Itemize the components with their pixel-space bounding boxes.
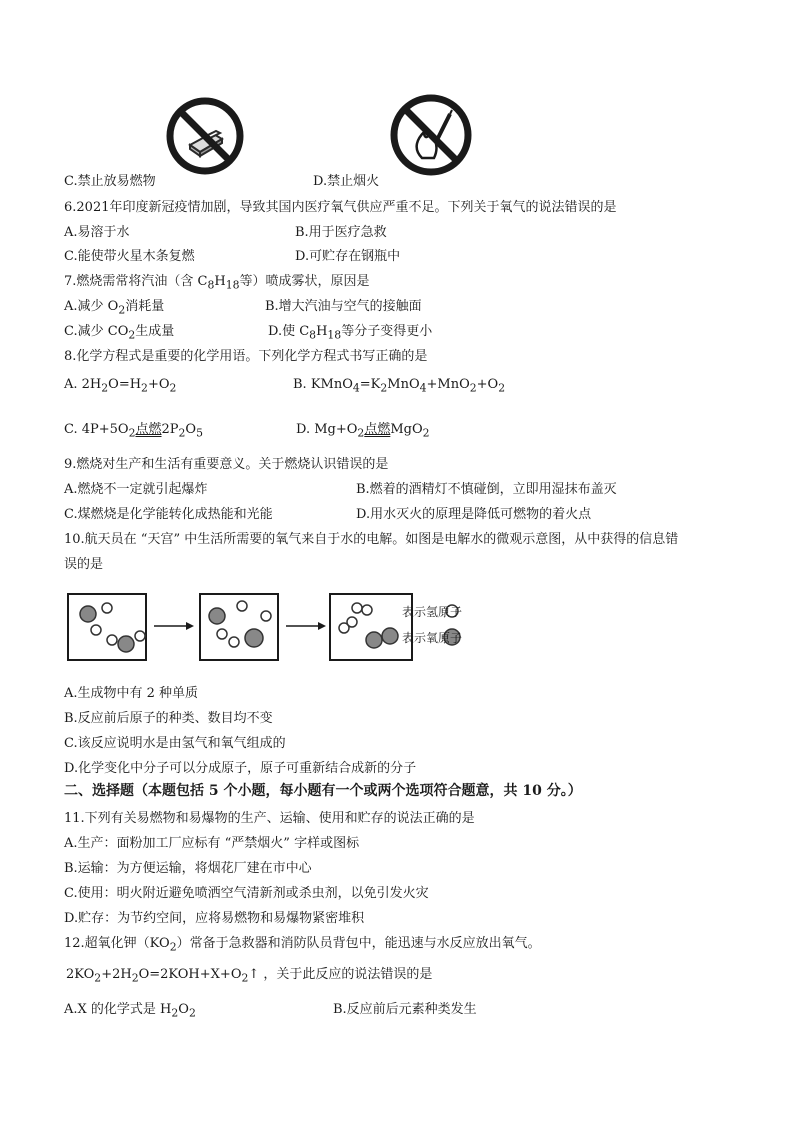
- q11-option-d[interactable]: D.贮存：为节约空间，应将易燃物和易爆物紧密堆积: [64, 911, 365, 926]
- q6-option-c[interactable]: C.能使带火星木条复燃: [64, 249, 195, 264]
- no-smoking-icon: [388, 92, 474, 178]
- q12-option-b[interactable]: B.反应前后元素种类发生: [333, 1002, 477, 1017]
- q6-option-a[interactable]: A.易溶于水: [64, 225, 130, 240]
- q9-option-c[interactable]: C.煤燃烧是化学能转化成热能和光能: [64, 507, 273, 522]
- section-2-title: 二、选择题（本题包括 5 个小题，每小题有一个或两个选项符合题意，共 10 分。）: [64, 783, 582, 799]
- q10-option-d[interactable]: D.化学变化中分子可以分成原子，原子可重新结合成新的分子: [64, 761, 417, 776]
- q9-option-a[interactable]: A.燃烧不一定就引起爆炸: [64, 482, 208, 497]
- q8-option-c[interactable]: C. $4P+5O_2$点燃$2P_2O_5$: [64, 422, 203, 440]
- q11-option-a[interactable]: A.生产：面粉加工厂应标有 “严禁烟火” 字样或图标: [64, 836, 360, 851]
- q9-option-b[interactable]: B.燃着的酒精灯不慎碰倒，立即用湿抹布盖灭: [356, 482, 617, 497]
- q9-stem: 9.燃烧对生产和生活有重要意义。关于燃烧认识错误的是: [64, 457, 389, 472]
- q6-option-d[interactable]: D.可贮存在钢瓶中: [295, 249, 401, 264]
- q7-stem: 7.燃烧需常将汽油（含 $C_8H_{18}$等）喷成雾状，原因是: [64, 274, 370, 292]
- q6-stem: 6.2021年印度新冠疫情加剧，导致其国内医疗氧气供应严重不足。下列关于氧气的说法错误的是: [64, 200, 617, 215]
- q5-option-d[interactable]: D.禁止烟火: [313, 174, 380, 189]
- q12-equation: $2KO_2+2H_2O=2KOH+X+O_2↑$ ，关于此反应的说法错误的是: [66, 967, 433, 985]
- q7-option-c[interactable]: C.减少 $CO_2$生成量: [64, 324, 175, 342]
- q6-option-b[interactable]: B.用于医疗急救: [295, 225, 387, 240]
- q7-option-a[interactable]: A.减少 $O_2$消耗量: [64, 299, 165, 317]
- q11-option-c[interactable]: C.使用：明火附近避免喷洒空气清新剂或杀虫剂，以免引发火灾: [64, 886, 429, 901]
- electrolysis-diagram-svg: [64, 586, 540, 668]
- electrolysis-diagram: [64, 586, 540, 668]
- no-flammable-icon: [164, 95, 246, 177]
- q8-option-d[interactable]: D. $Mg+O_2$点燃MgO$_2$: [296, 422, 430, 440]
- q8-option-a[interactable]: A. $2H_2O=H_2+O_2$: [64, 377, 177, 395]
- q8-stem: 8.化学方程式是重要的化学用语。下列化学方程式书写正确的是: [64, 349, 428, 364]
- q10-option-b[interactable]: B.反应前后原子的种类、数目均不变: [64, 711, 273, 726]
- reaction-condition: 点燃: [364, 422, 391, 437]
- legend-hydrogen: 表示氢原子: [402, 605, 463, 619]
- no-flammable-sign: [164, 95, 246, 177]
- no-smoking-sign: [388, 92, 474, 178]
- q11-option-b[interactable]: B.运输：为方便运输，将烟花厂建在市中心: [64, 861, 312, 876]
- q7-option-d[interactable]: D.使 $C_8H_{18}$等分子变得更小: [268, 324, 433, 342]
- q12-option-a[interactable]: A.X 的化学式是 $H_2O_2$: [64, 1002, 196, 1020]
- q8-option-b[interactable]: B. $KMnO_4=K_2MnO_4+MnO_2+O_2$: [293, 377, 506, 395]
- legend-oxygen: 表示氧原子: [402, 631, 463, 645]
- q10-stem-line2: 误的是: [64, 557, 104, 572]
- q11-stem: 11.下列有关易燃物和易爆物的生产、运输、使用和贮存的说法正确的是: [64, 811, 475, 826]
- q7-option-b[interactable]: B.增大汽油与空气的接触面: [265, 299, 422, 314]
- q10-option-a[interactable]: A.生成物中有 2 种单质: [64, 686, 199, 701]
- q12-stem: 12.超氧化钾$(KO_2)$常备于急救器和消防队员背包中，能迅速与水反应放出氧气。: [64, 936, 541, 954]
- reaction-condition: 点燃: [135, 422, 162, 437]
- q9-option-d[interactable]: D.用水灭火的原理是降低可燃物的着火点: [356, 507, 592, 522]
- q10-option-c[interactable]: C.该反应说明水是由氢气和氧气组成的: [64, 736, 286, 751]
- q10-stem-line1: 10.航天员在 “天宫” 中生活所需要的氧气来自于水的电解。如图是电解水的微观示意图，从中获得的信息错: [64, 532, 679, 547]
- q5-option-c[interactable]: C.禁止放易燃物: [64, 174, 156, 189]
